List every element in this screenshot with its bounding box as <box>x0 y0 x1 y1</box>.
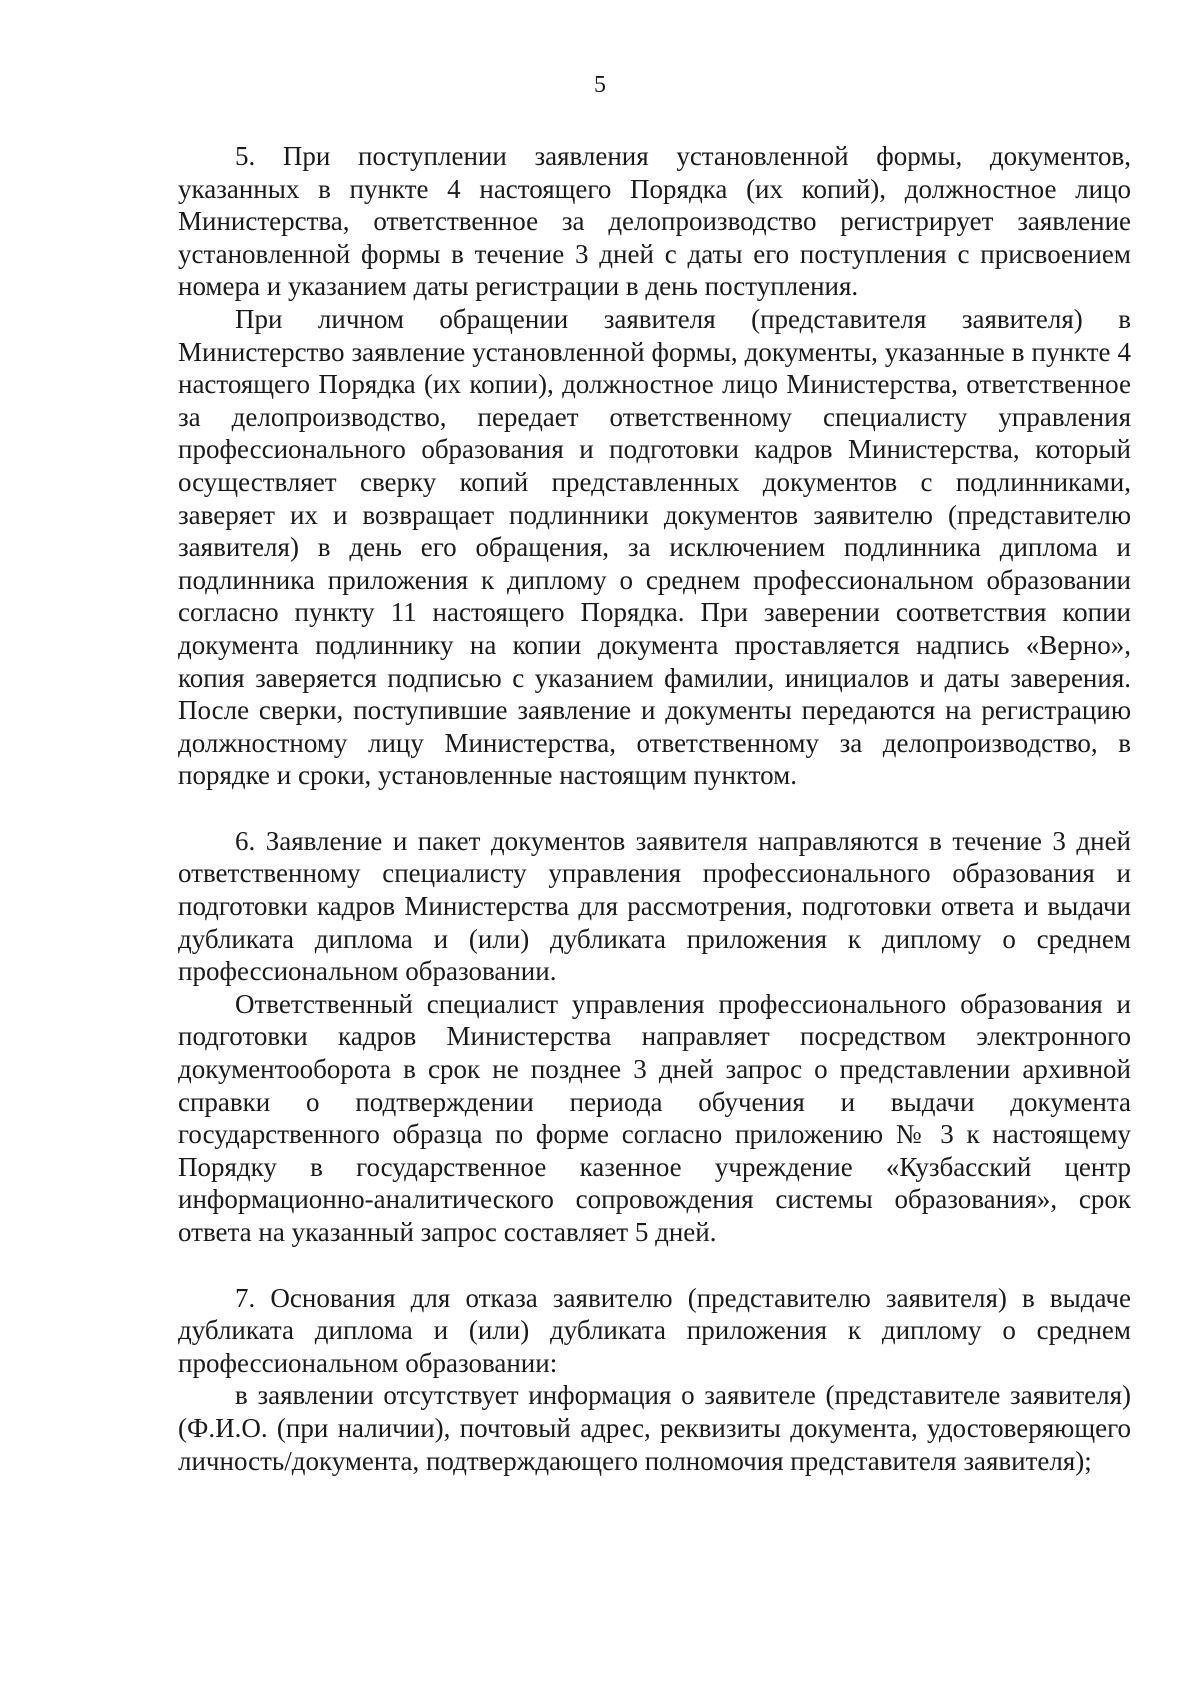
paragraph-refusal-missing-info: в заявлении отсутствует информация о заявителе (представителе заявителя) (Ф.И.О. (при наличии), почтовый адрес, реквизиты документа, удостоверяющего личность/документа, подтверждающего полномочия представителя заявителя); <box>178 1380 1131 1476</box>
page-number: 5 <box>594 72 606 98</box>
paragraph-personal-appeal: При личном обращении заявителя (представителя заявителя) в Министерство заявление установленной формы, документы, указанные в пункте 4 настоящего Порядка (их копии), должностное лицо Министерства, ответственное за делопроизводство, передает ответственному специалисту управления профессионального образования и подготовки кадров Министерства, который осуществляет сверку копий представленных документов с подлинниками, заверяет их и возвращает подлинники документов заявителю (представителю заявителя) в день его обращения, за исключением подлинника диплома и подлинника приложения к диплому о среднем профессиональном образовании согласно пункту 11 настоящего Порядка. При заверении соответствия копии документа подлиннику на копии документа проставляется надпись «Верно», копия заверяется подписью с указанием фамилии, инициалов и даты заверения. После сверки, поступившие заявление и документы передаются на регистрацию должностному лицу Министерства, ответственному за делопроизводство, в порядке и сроки, установленные настоящим пунктом. <box>178 303 1131 791</box>
paragraph-6-review: 6. Заявление и пакет документов заявителя направляются в течение 3 дней ответственному специалисту управления профессионального образования и подготовки кадров Министерства для рассмотрения, подготовки ответа и выдачи дубликата диплома и (или) дубликата приложения к диплому о среднем профессиональном образовании. <box>178 825 1131 987</box>
paragraph-5-registration: 5. При поступлении заявления установленной формы, документов, указанных в пункте 4 настоящего Порядка (их копий), должностное лицо Министерства, ответственное за делопроизводство регистрирует заявление установленной формы в течение 3 дней с даты его поступления с присвоением номера и указанием даты регистрации в день поступления. <box>178 141 1131 302</box>
paragraph-archive-request: Ответственный специалист управления профессионального образования и подготовки кадров Министерства направляет посредством электронного документооборота в срок не позднее 3 дней запрос о представлении архивной справки о подтверждении периода обучения и выдачи документа государственного образца по форме согласно приложению № 3 к настоящему Порядку в государственное казенное учреждение «Кузбасский центр информационно-аналитического сопровождения системы образования», срок ответа на указанный запрос составляет 5 дней. <box>178 988 1131 1247</box>
paragraph-7-refusal-grounds: 7. Основания для отказа заявителю (представителю заявителя) в выдаче дубликата диплома и (или) дубликата приложения к диплому о среднем профессиональном образовании: <box>178 1282 1131 1378</box>
document-body <box>178 140 1131 1477</box>
